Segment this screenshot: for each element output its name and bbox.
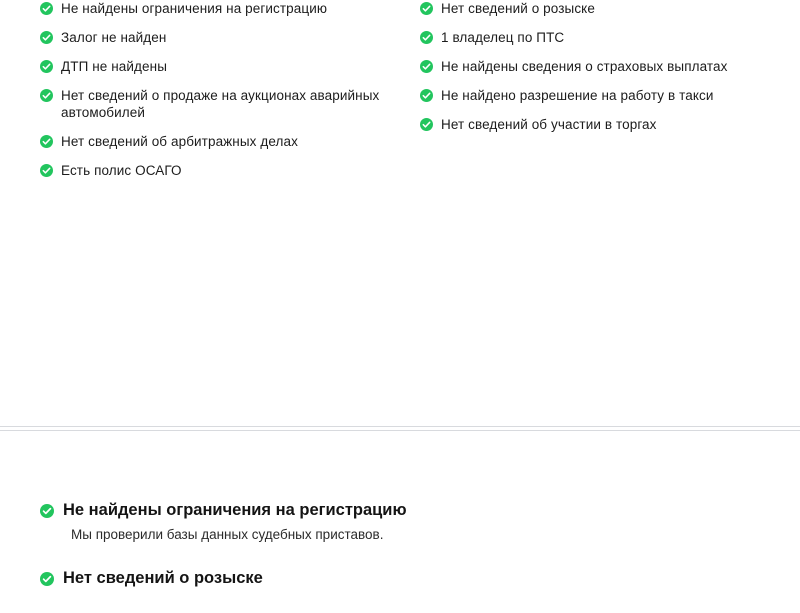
summary-column-right bbox=[420, 0, 800, 179]
check-circle-icon bbox=[40, 60, 53, 73]
detail-section bbox=[0, 568, 800, 589]
section-divider bbox=[0, 426, 800, 427]
list-item bbox=[420, 58, 800, 75]
list-item-label: Нет сведений о розыске bbox=[441, 1, 595, 16]
detail-title: Не найдены ограничения на регистрацию bbox=[63, 501, 407, 519]
list-item bbox=[40, 29, 420, 46]
check-circle-icon bbox=[420, 31, 433, 44]
section-divider bbox=[0, 430, 800, 431]
list-item-label: Есть полис ОСАГО bbox=[61, 163, 182, 178]
check-circle-icon bbox=[40, 572, 54, 586]
list-item bbox=[40, 58, 420, 75]
detail-heading bbox=[40, 500, 800, 521]
check-circle-icon bbox=[420, 89, 433, 102]
list-item-label: Нет сведений об участии в торгах bbox=[441, 117, 657, 132]
list-item-label: Не найдено разрешение на работу в такси bbox=[441, 88, 714, 103]
detail-heading bbox=[40, 568, 800, 589]
list-item bbox=[40, 133, 420, 150]
list-item-label: ДТП не найдены bbox=[61, 59, 168, 74]
list-item bbox=[420, 29, 800, 46]
check-circle-icon bbox=[40, 164, 53, 177]
list-item bbox=[40, 162, 420, 179]
list-item-label: Нет сведений о продаже на аукционах аварийных автомобилей bbox=[61, 88, 380, 120]
check-circle-icon bbox=[40, 2, 53, 15]
summary-checks bbox=[0, 0, 800, 179]
detail-title: Нет сведений о розыске bbox=[63, 569, 263, 587]
detail-section bbox=[0, 500, 800, 544]
detail-sections bbox=[0, 500, 800, 613]
list-item-label: Не найдены ограничения на регистрацию bbox=[61, 1, 328, 16]
summary-column-left bbox=[0, 0, 420, 179]
list-item-label: Не найдены сведения о страховых выплатах bbox=[441, 59, 728, 74]
check-circle-icon bbox=[40, 31, 53, 44]
detail-text: Мы проверили базы данных судебных приставов. bbox=[71, 527, 384, 542]
check-circle-icon bbox=[420, 2, 433, 15]
list-item-label: Залог не найден bbox=[61, 30, 167, 45]
list-item-label: 1 владелец по ПТС bbox=[441, 30, 565, 45]
list-item-label: Нет сведений об арбитражных делах bbox=[61, 134, 298, 149]
check-circle-icon bbox=[40, 89, 53, 102]
check-circle-icon bbox=[420, 118, 433, 131]
list-item bbox=[420, 87, 800, 104]
check-circle-icon bbox=[40, 504, 54, 518]
list-item bbox=[40, 0, 420, 17]
list-item bbox=[40, 87, 420, 121]
list-item bbox=[420, 0, 800, 17]
check-circle-icon bbox=[40, 135, 53, 148]
check-circle-icon bbox=[420, 60, 433, 73]
list-item bbox=[420, 116, 800, 133]
